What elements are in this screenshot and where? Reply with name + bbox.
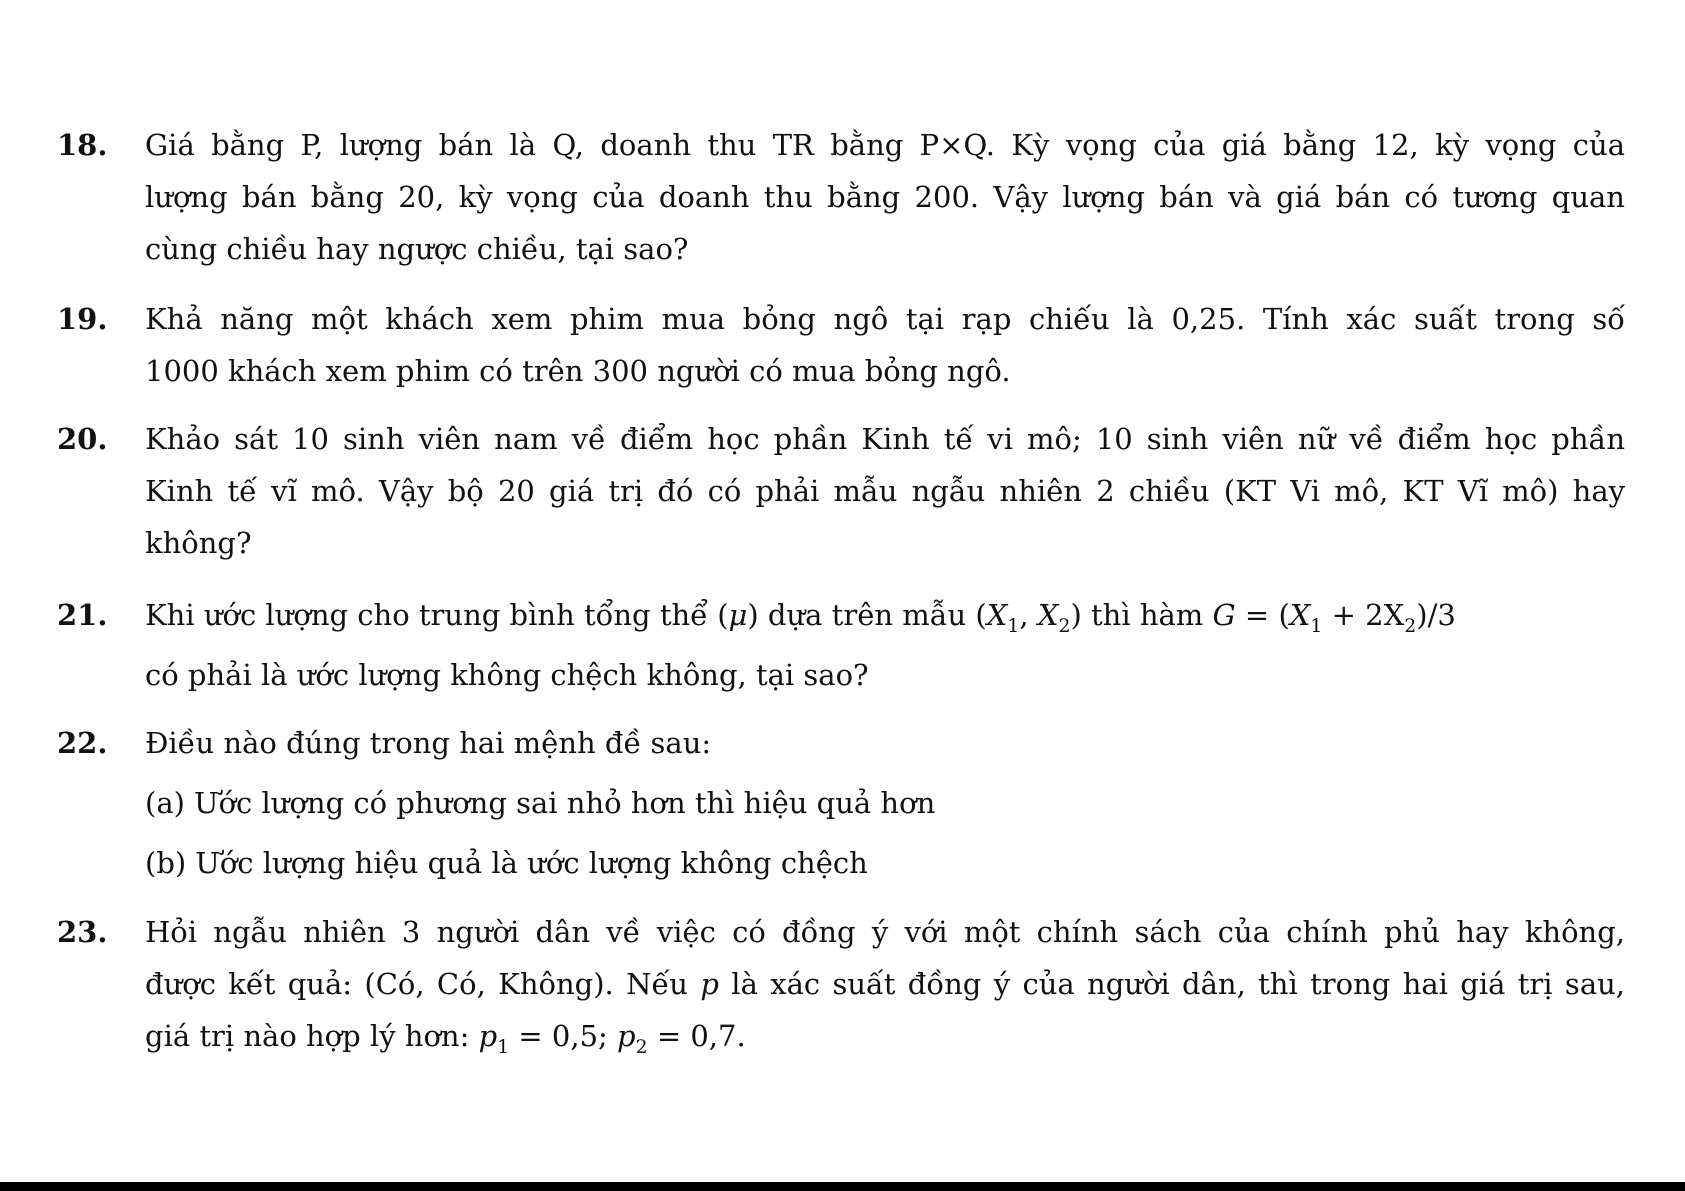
- text-segment: = 0,7.: [647, 1019, 746, 1053]
- math-subscript: 2: [635, 1036, 648, 1058]
- question-text-line: Khả năng một khách xem phim mua bỏng ngô tại rạp chiếu là 0,25. Tính xác suất trong số: [145, 302, 1625, 336]
- math-symbol: X: [1289, 598, 1311, 632]
- math-symbol: X: [986, 598, 1008, 632]
- text-segment: ) thì hàm: [1070, 598, 1213, 632]
- question-text-line: [145, 966, 1625, 1002]
- math-subscript: 2: [1404, 615, 1417, 637]
- bottom-border: [0, 1182, 1685, 1191]
- question-text-line: Hỏi ngẫu nhiên 3 người dân về việc có đồng ý với một chính sách của chính phủ hay không,: [145, 915, 1625, 949]
- text-segment: + 2X: [1322, 598, 1405, 632]
- math-symbol: μ: [728, 598, 748, 632]
- text-segment: ,: [1019, 598, 1038, 632]
- text-segment: Khi ước lượng cho trung bình tổng thể (: [145, 598, 729, 632]
- math-subscript: 2: [1058, 615, 1071, 637]
- text-segment: ) dựa trên mẫu (: [747, 598, 987, 632]
- question-text-line: [145, 1018, 746, 1066]
- math-symbol: X: [1037, 598, 1059, 632]
- math-symbol: p: [617, 1019, 636, 1053]
- question-number: 21.: [57, 598, 108, 632]
- text-segment: = 0,5;: [509, 1019, 618, 1053]
- text-segment: được kết quả: (Có, Có, Không). Nếu: [145, 967, 701, 1001]
- question-text-line: không?: [145, 526, 252, 560]
- question-text-line: Điều nào đúng trong hai mệnh đề sau:: [145, 726, 712, 760]
- question-number: 19.: [57, 302, 108, 336]
- question-text-line: Giá bằng P, lượng bán là Q, doanh thu TR bằng P×Q. Kỳ vọng của giá bằng 12, kỳ vọng của: [145, 128, 1625, 162]
- question-text-line: 1000 khách xem phim có trên 300 người có mua bỏng ngô.: [145, 354, 1011, 388]
- question-number: 20.: [57, 422, 108, 456]
- math-symbol: G: [1212, 598, 1236, 632]
- question-text-line: Khảo sát 10 sinh viên nam về điểm học phần Kinh tế vi mô; 10 sinh viên nữ về điểm học phần: [145, 422, 1625, 456]
- math-symbol: p: [700, 967, 719, 1001]
- text-segment: )/3: [1416, 598, 1456, 632]
- text-segment: = (: [1235, 598, 1290, 632]
- text-segment: giá trị nào hợp lý hơn:: [145, 1019, 479, 1053]
- math-subscript: 1: [1310, 615, 1323, 637]
- option-b: (b) Ước lượng hiệu quả là ước lượng không chệch: [145, 846, 868, 880]
- question-text-line: cùng chiều hay ngược chiều, tại sao?: [145, 232, 689, 266]
- question-text-line: có phải là ước lượng không chệch không, tại sao?: [145, 658, 869, 692]
- option-a: (a) Ước lượng có phương sai nhỏ hơn thì hiệu quả hơn: [145, 786, 936, 820]
- question-number: 22.: [57, 726, 108, 760]
- question-text-line: lượng bán bằng 20, kỳ vọng của doanh thu bằng 200. Vậy lượng bán và giá bán có tương quan: [145, 180, 1625, 214]
- math-subscript: 1: [497, 1036, 510, 1058]
- math-symbol: p: [478, 1019, 498, 1053]
- question-text-line: [145, 597, 1456, 645]
- question-number: 18.: [57, 128, 108, 162]
- text-segment: là xác suất đồng ý của người dân, thì trong hai giá trị sau,: [718, 967, 1626, 1001]
- math-subscript: 1: [1007, 615, 1020, 637]
- question-number: 23.: [57, 915, 108, 949]
- question-text-line: Kinh tế vĩ mô. Vậy bộ 20 giá trị đó có phải mẫu ngẫu nhiên 2 chiều (KT Vi mô, KT Vĩ mô) hay: [145, 474, 1625, 508]
